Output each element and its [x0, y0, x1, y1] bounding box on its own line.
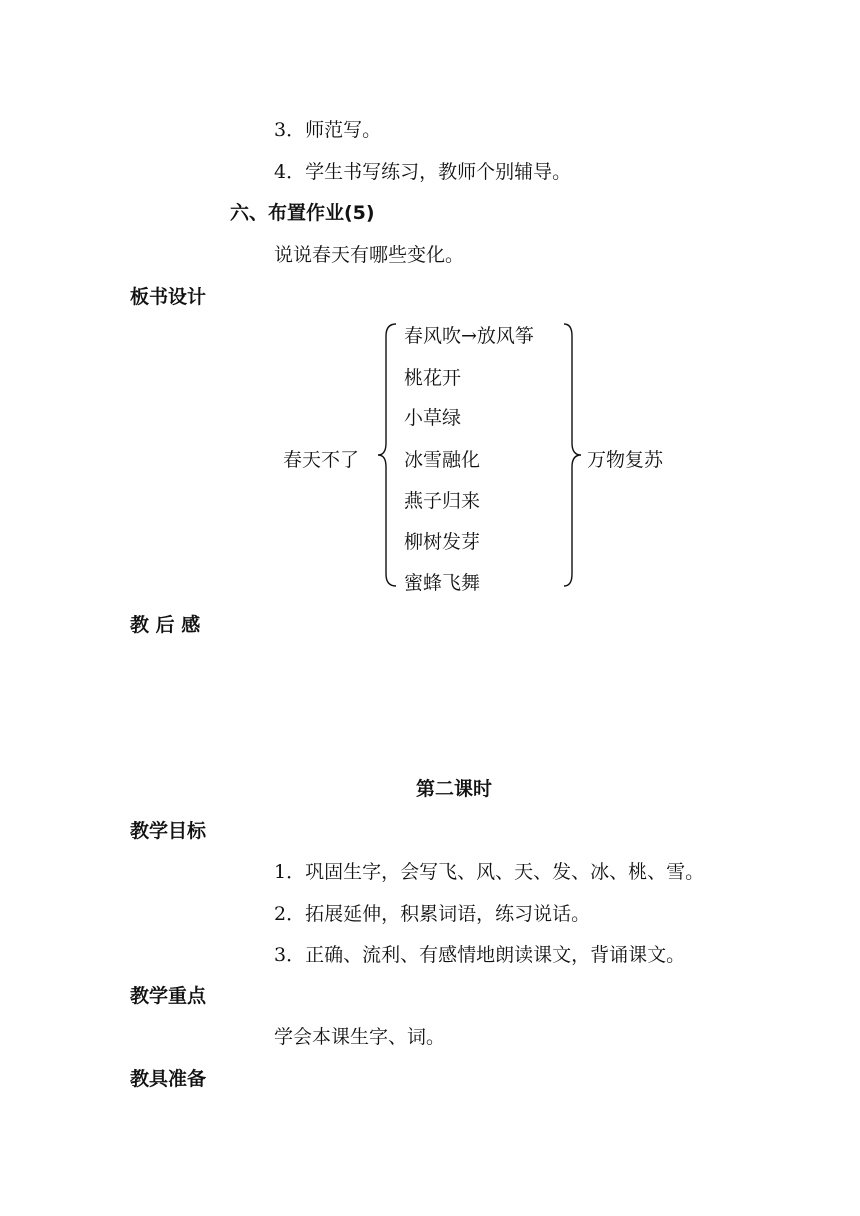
- goals-label: 教学目标: [130, 820, 207, 842]
- board-left-term: 春天不了: [283, 449, 360, 471]
- board-design-label: 板书设计: [130, 286, 207, 308]
- step-3: 3．师范写。: [274, 119, 382, 141]
- board-item: 桃花开: [404, 367, 462, 389]
- board-item: 柳树发芽: [404, 531, 481, 553]
- step-4: 4．学生书写练习，教师个别辅导。: [274, 161, 572, 183]
- goal-item: 3．正确、流利、有感情地朗读课文，背诵课文。: [274, 944, 686, 966]
- board-item: 小草绿: [404, 407, 462, 429]
- board-item: 蜜蜂飞舞: [404, 572, 481, 594]
- left-brace: [376, 322, 402, 588]
- key-points-body: 学会本课生字、词。: [274, 1026, 446, 1048]
- section-six-body: 说说春天有哪些变化。: [274, 244, 465, 266]
- board-right-term: 万物复苏: [587, 449, 664, 471]
- section-six-heading: 六、布置作业(5): [230, 202, 375, 224]
- right-brace: [560, 322, 586, 588]
- lesson2-title: 第二课时: [416, 778, 493, 800]
- key-points-label: 教学重点: [130, 985, 207, 1007]
- materials-label: 教具准备: [130, 1068, 207, 1090]
- reflection-label: 教 后 感: [130, 614, 201, 636]
- board-item: 燕子归来: [404, 490, 481, 512]
- board-item: 春风吹→放风筝: [404, 325, 534, 347]
- board-item: 冰雪融化: [404, 449, 481, 471]
- goal-item: 2．拓展延伸，积累词语，练习说话。: [274, 903, 591, 925]
- goal-item: 1．巩固生字，会写飞、风、天、发、冰、桃、雪。: [274, 861, 705, 883]
